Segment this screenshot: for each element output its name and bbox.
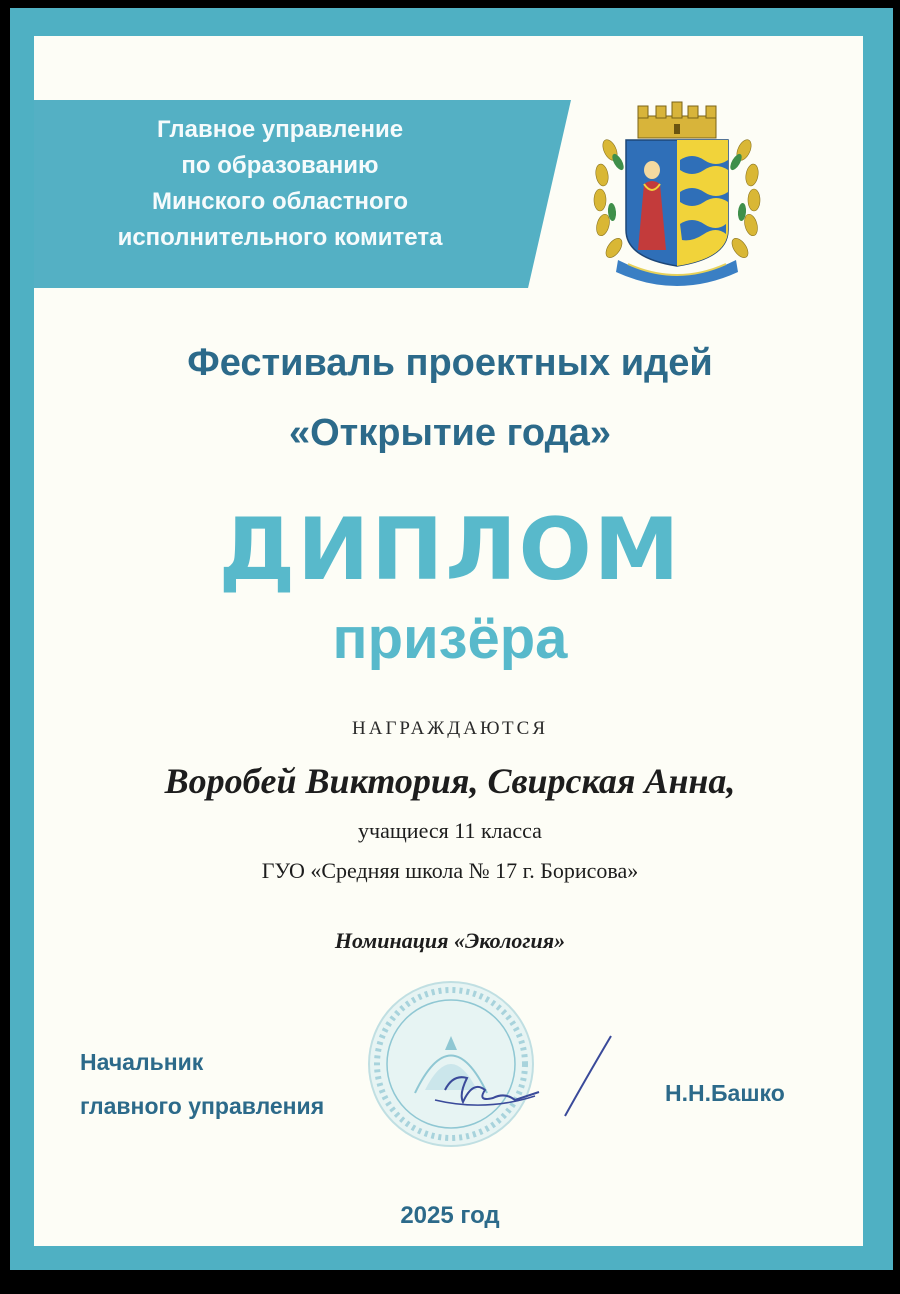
- recipient-grade: учащиеся 11 класса: [358, 818, 542, 843]
- coat-of-arms-icon: [588, 100, 766, 290]
- nomination: Номинация «Экология»: [334, 928, 566, 953]
- organization-name: [60, 112, 500, 256]
- festival-title-line2: «Открытие года»: [288, 412, 612, 454]
- organization-line: исполнительного комитета: [117, 224, 443, 251]
- signature-icon: [415, 1030, 625, 1130]
- organization-line: Минского областного: [151, 188, 409, 215]
- signatory-title: [80, 1040, 324, 1128]
- diploma-heading: ДИПЛОМ: [218, 500, 682, 600]
- recipient-names: Воробей Виктория, Свирская Анна,: [164, 761, 736, 801]
- recipient-school: ГУО «Средняя школа № 17 г. Борисова»: [261, 858, 639, 883]
- signatory-title-line: главного управления: [80, 1093, 325, 1119]
- diploma-subtitle: призёра: [332, 606, 568, 671]
- year: 2025 год: [400, 1202, 500, 1229]
- awarded-label: НАГРАЖДАЮТСЯ: [352, 718, 548, 739]
- festival-title-line1: Фестиваль проектных идей: [187, 342, 713, 384]
- signatory-title-line: Начальник: [80, 1049, 204, 1075]
- organization-line: по образованию: [181, 152, 379, 179]
- organization-line: Главное управление: [156, 116, 404, 143]
- signatory-name: Н.Н.Башко: [665, 1080, 785, 1106]
